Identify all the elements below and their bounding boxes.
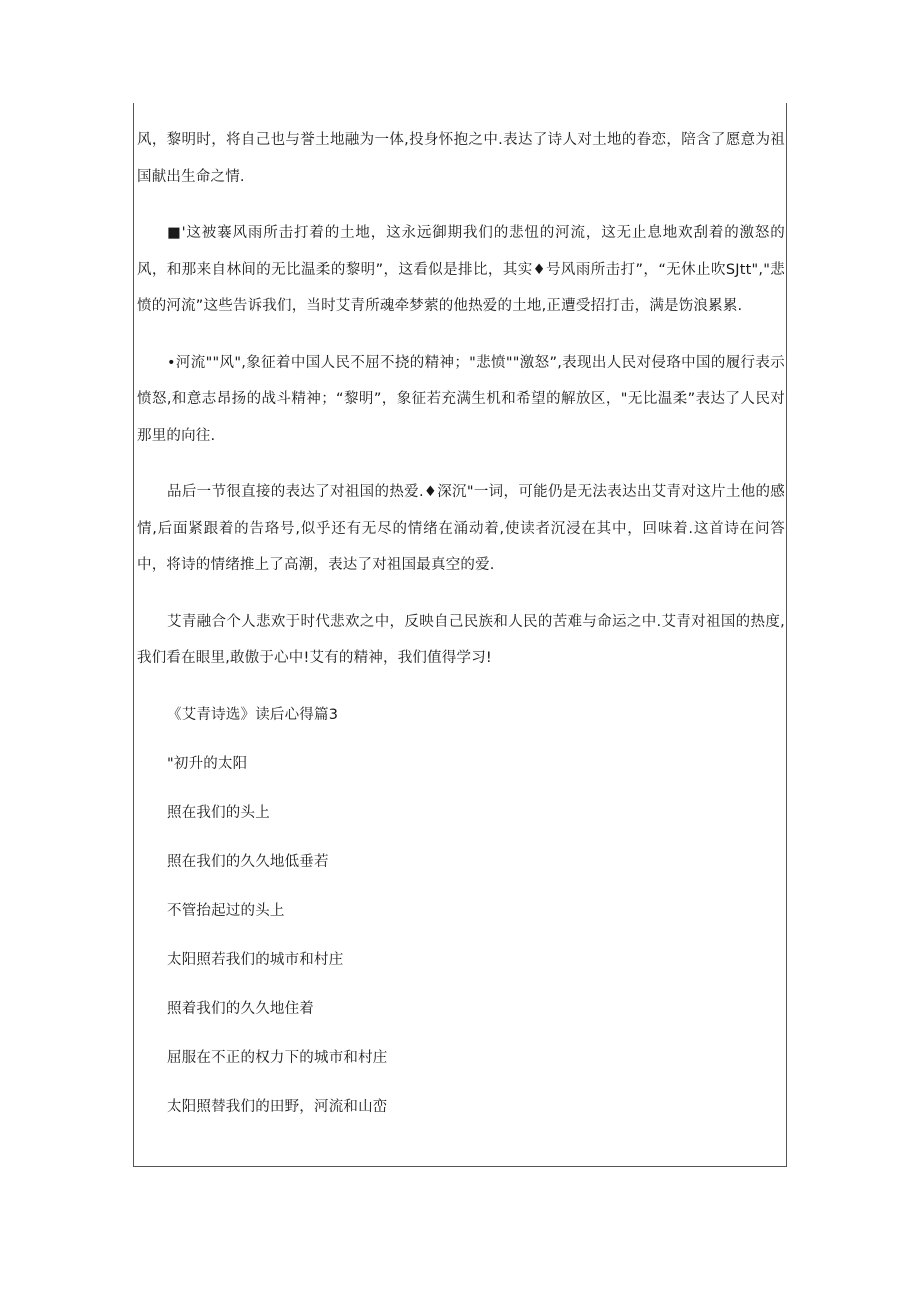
poem-line-2: 照在我们的头上 (167, 804, 270, 821)
poem-line-7: 屈服在不正的权力下的城市和村庄 (167, 1049, 388, 1066)
paragraph-2: ■'这被褰风雨所击打着的土地，这永远御期我们的悲忸的河流，这无止息地欢刮着的激怒的风，和那来自林间的无比温柔的黎明”，这看似是排比，其实♦号风雨所击打”，“无休止吹SJtt","悲愤的河流”这些告诉我们，当时艾青所魂牵梦萦的他热爱的土地,正遭受招打击，满是饬浪累累. (137, 225, 785, 314)
paragraph-3: •河流""风",象征着中国人民不屈不挠的精神；"悲愤""激怒”,表现出人民对侵珞中国的履行表示愤怒,和意志昂扬的战斗精神；“黎明”，象征若充满生机和希望的解放区，"无比温柔”表达了人民对那里的向往. (137, 354, 785, 444)
poem-line-1: "初升的太阳 (167, 755, 248, 772)
poem-line-4: 不管抬起过的头上 (167, 902, 285, 919)
paragraph-4: 品后一节很直接的表达了对祖国的热爱.♦深沉"一词，可能仍是无法表达出艾青对这片土他的感情,后面紧跟着的告珞号,似乎还有无尽的情绪在涌动着,使读者沉浸在其中，回味着.这首诗在问答中，将诗的情绪推上了高潮，表达了对祖国最真空的爱. (137, 484, 785, 573)
poem-line-6: 照着我们的久久地住着 (167, 1000, 314, 1017)
poem-line-3: 照在我们的久久地低垂若 (167, 853, 329, 870)
document-body (137, 122, 785, 1138)
paragraph-1: 风，黎明时，将自己也与誉土地融为一体,投身怀抱之中.表达了诗人对土地的眷恋，陪含了愿意为祖国献出生命之情. (137, 132, 785, 185)
poem-line-8: 太阳照替我们的田野，河流和山峦 (167, 1098, 388, 1115)
paragraph-5: 艾青融合个人悲欢于时代悲欢之中，反映自己民族和人民的苦难与命运之中.艾青对祖国的热度,我们看在眼里,敢傲于心中!艾有的精神，我们值得学习! (137, 613, 785, 666)
poem-line-5: 太阳照若我们的城市和村庄 (167, 951, 344, 968)
section-heading: 《艾青诗选》读后心得篇3 (167, 706, 339, 723)
